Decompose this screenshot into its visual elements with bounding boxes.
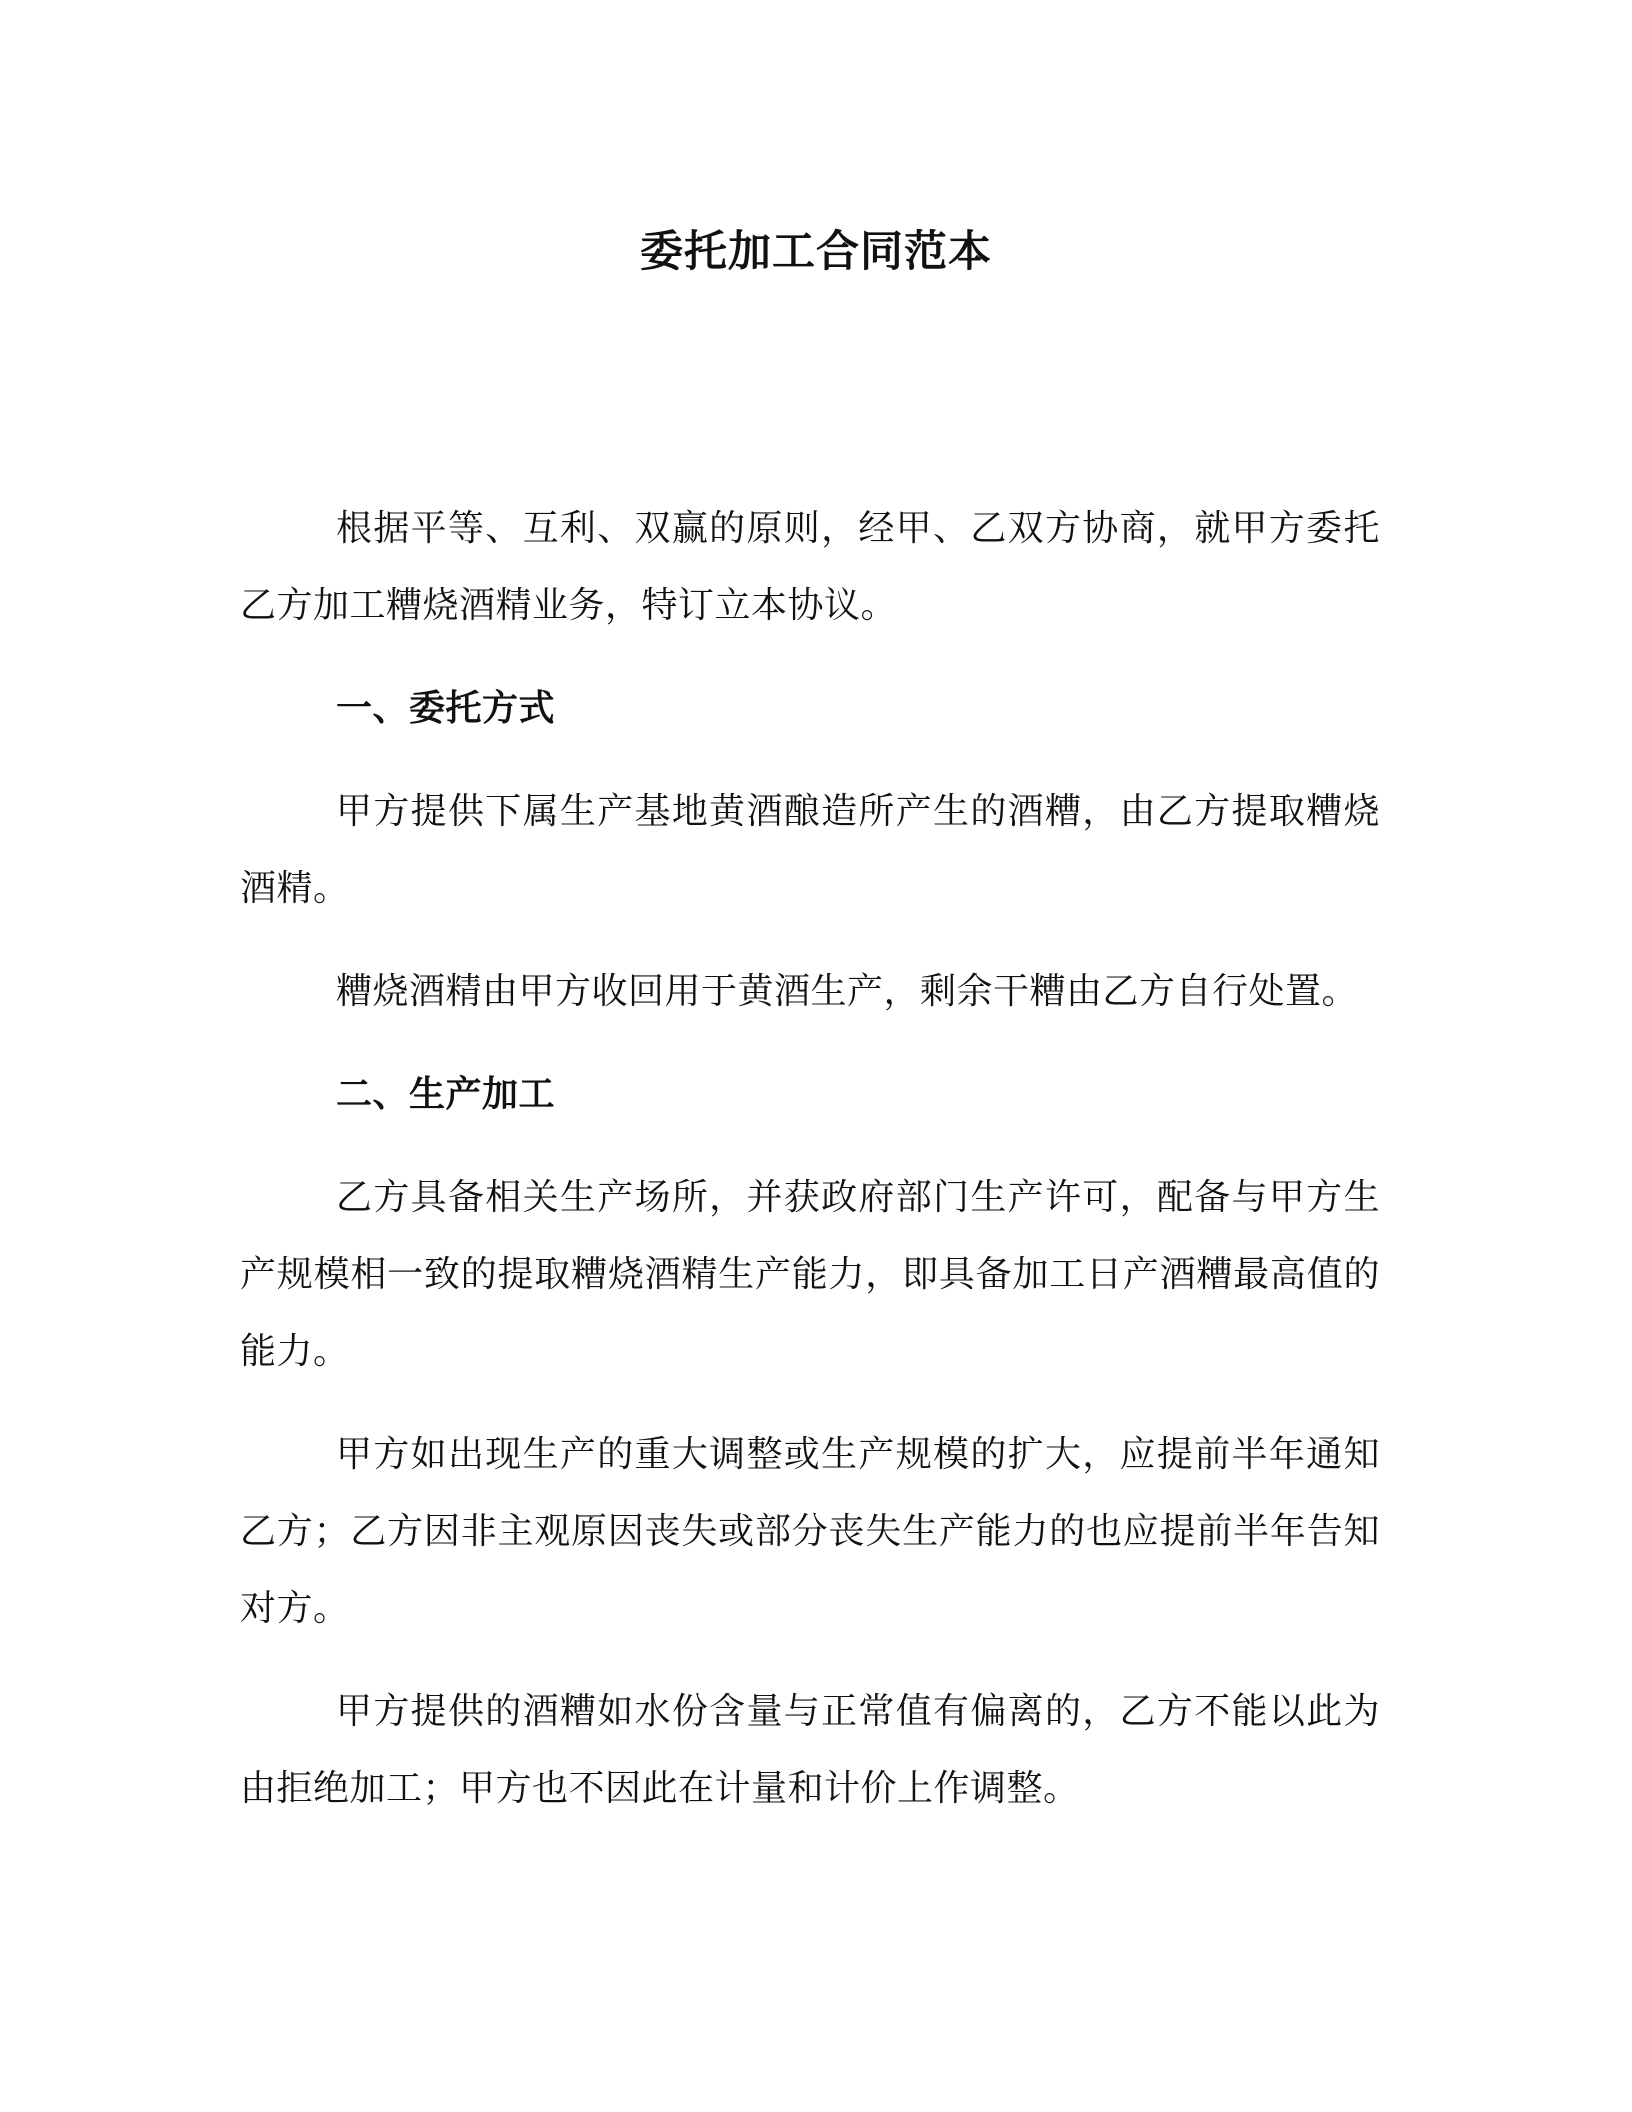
paragraph-2-1: 乙方具备相关生产场所，并获政府部门生产许可，配备与甲方生产规模相一致的提取糟烧酒精生产能力，即具备加工日产酒糟最高值的能力。	[240, 1177, 1380, 1372]
section-heading-1: 一、委托方式	[336, 688, 556, 729]
document-title: 委托加工合同范本	[640, 227, 992, 277]
paragraph-1-1: 甲方提供下属生产基地黄酒酿造所产生的酒糟，由乙方提取糟烧酒精。	[240, 791, 1380, 909]
paragraph-2-3: 甲方提供的酒糟如水份含量与正常值有偏离的，乙方不能以此为由拒绝加工；甲方也不因此在计量和计价上作调整。	[240, 1691, 1380, 1809]
paragraph-2-2: 甲方如出现生产的重大调整或生产规模的扩大，应提前半年通知乙方；乙方因非主观原因丧失或部分丧失生产能力的也应提前半年告知对方。	[240, 1434, 1380, 1629]
document-body	[240, 490, 1380, 1853]
paragraph-preamble: 根据平等、互利、双赢的原则，经甲、乙双方协商，就甲方委托乙方加工糟烧酒精业务，特订立本协议。	[240, 508, 1380, 626]
paragraph-1-2: 糟烧酒精由甲方收回用于黄酒生产，剩余干糟由乙方自行处置。	[336, 971, 1359, 1012]
section-heading-2: 二、生产加工	[336, 1074, 556, 1115]
